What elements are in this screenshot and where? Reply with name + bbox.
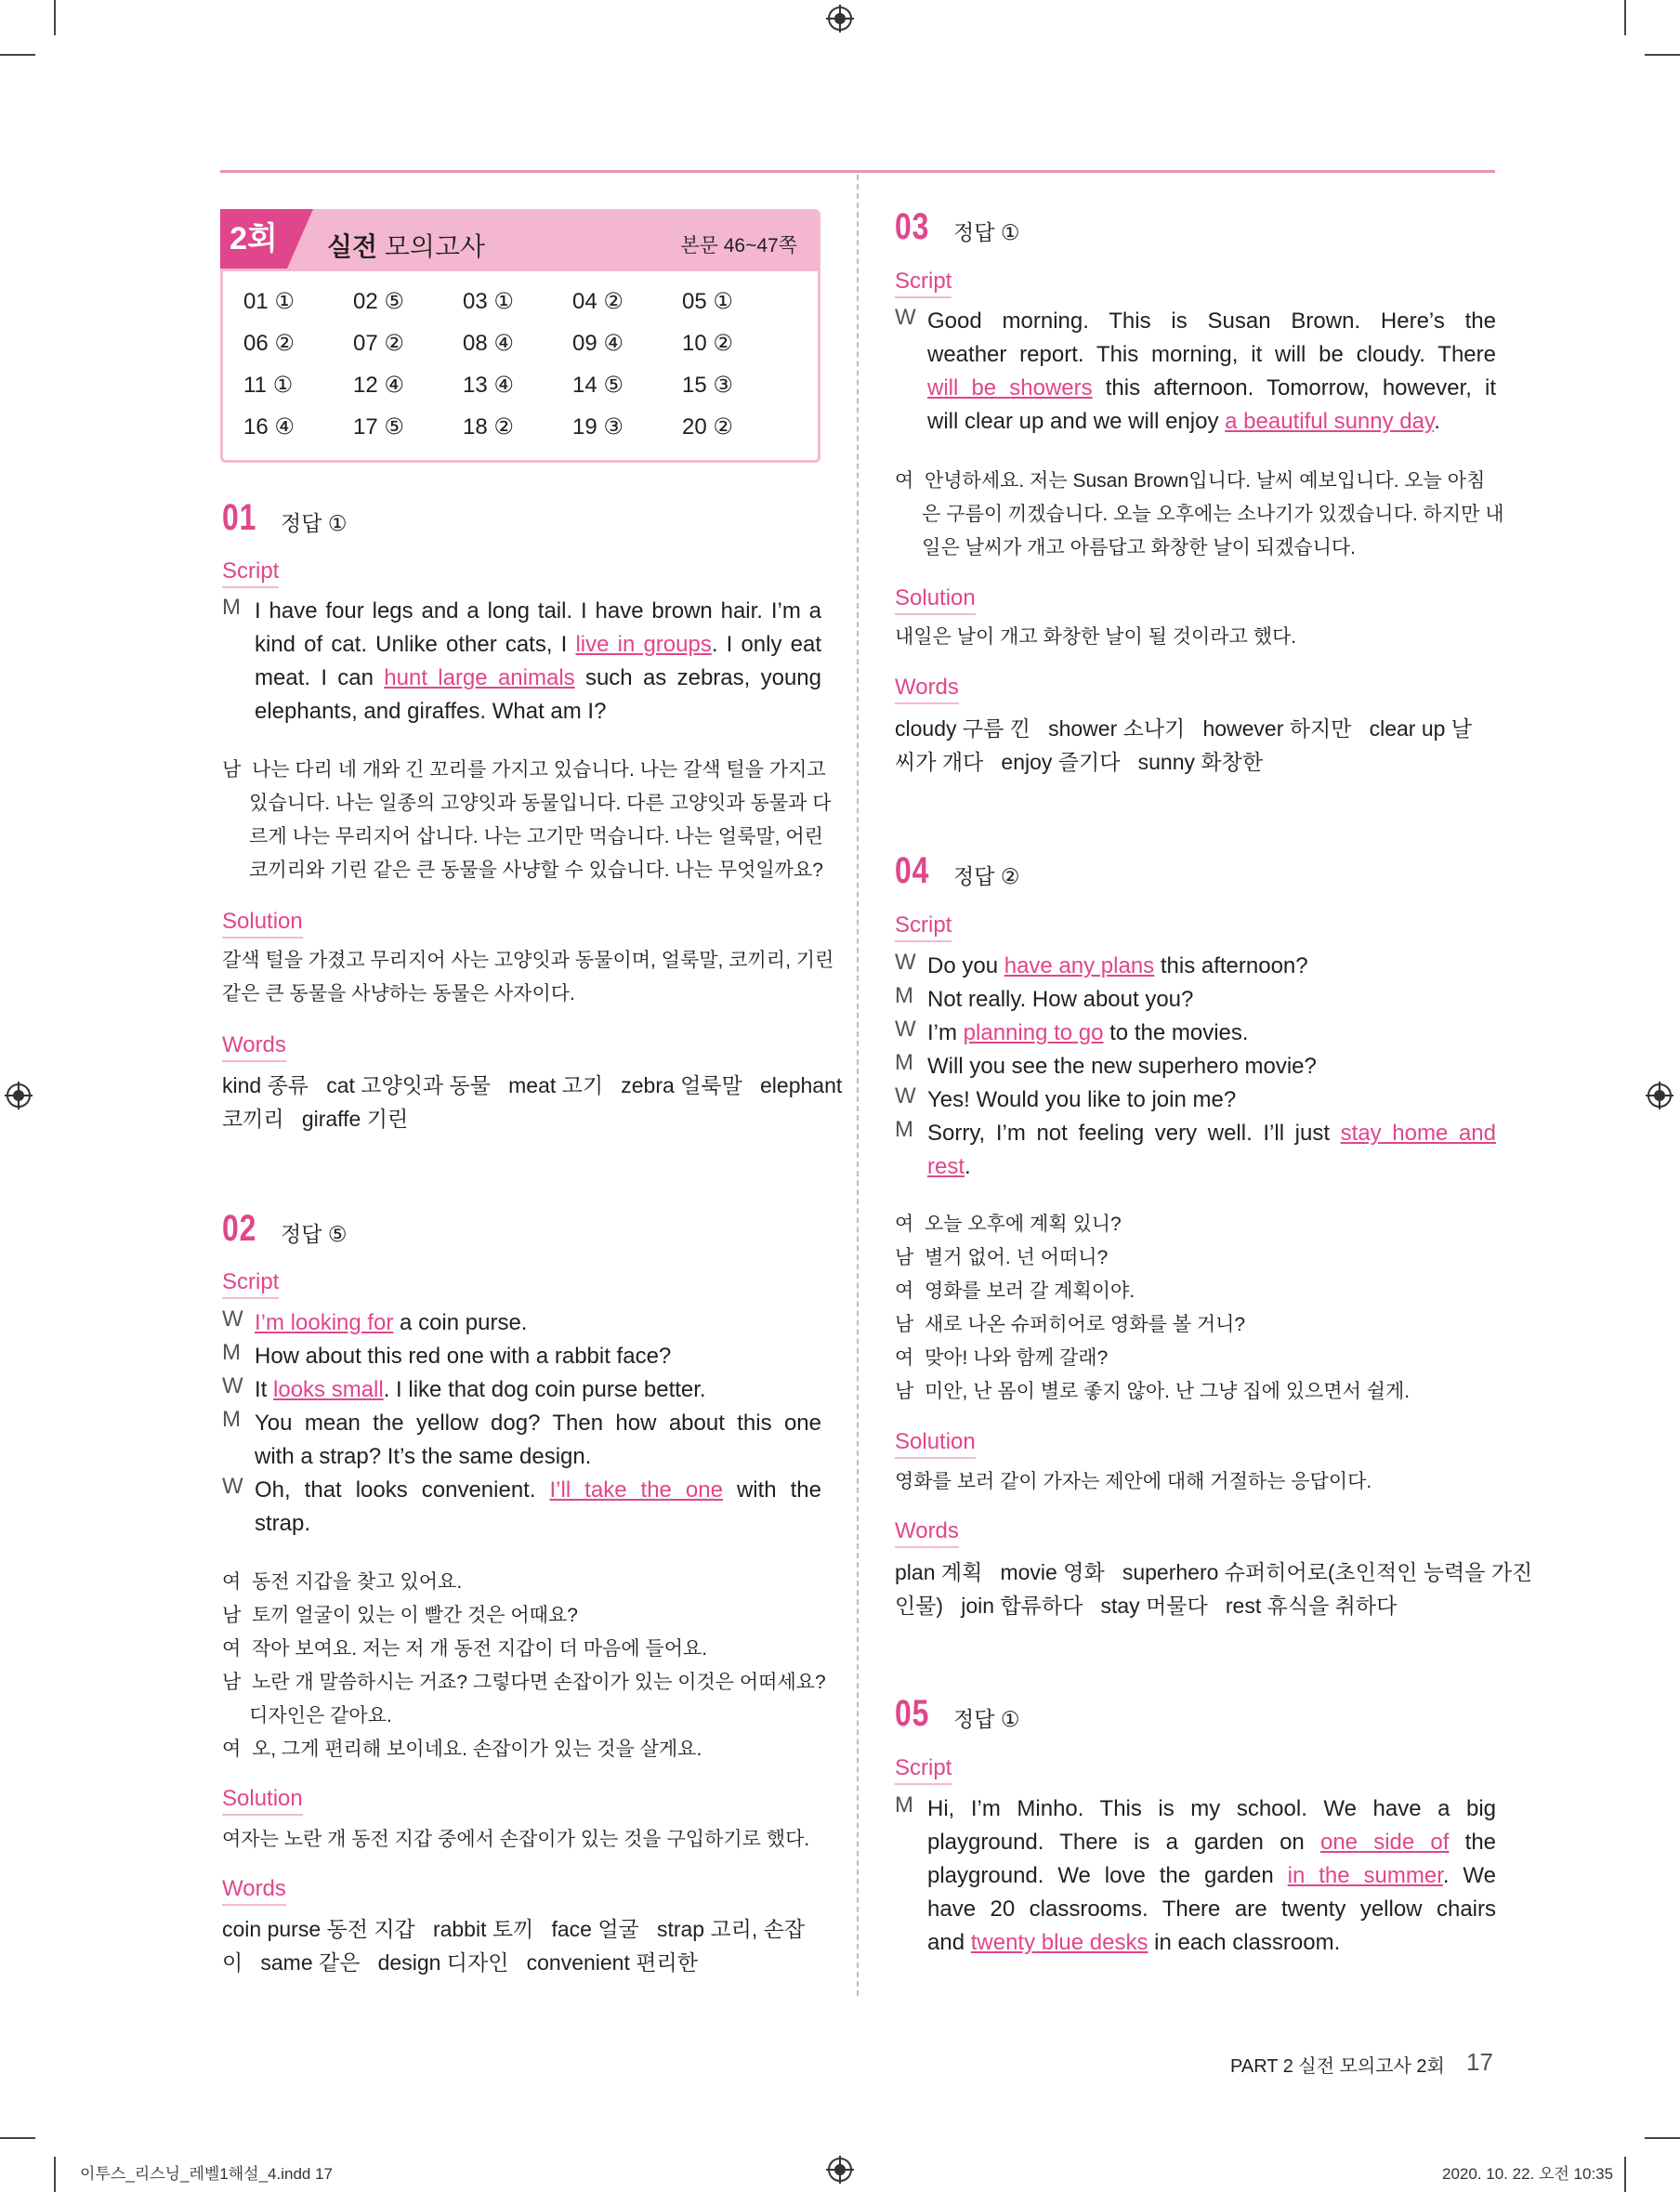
answer-item: 07 ② — [353, 331, 404, 356]
script-line: Will you see the new superhero movie? — [927, 1054, 1317, 1079]
footer-part-label: PART 2 실전 모의고사 2회 — [1230, 2056, 1445, 2077]
solution-line: 같은 큰 동물을 사냥하는 동물은 사자이다. — [222, 983, 575, 1004]
question-number: 02 — [222, 1208, 257, 1249]
answer-key-pages: 본문 46~47쪽 — [680, 235, 797, 256]
answer-item: 01 ① — [243, 289, 295, 314]
answer-item: 06 ② — [243, 331, 295, 356]
words-line: cloudy 구름 낀 shower 소나기 however 하지만 clear up 날 — [895, 716, 1473, 741]
speaker-label: W — [222, 1474, 243, 1499]
korean-line: 일은 날씨가 개고 아름답고 화창한 날이 되겠습니다. — [895, 537, 1357, 558]
answer-item: 12 ④ — [353, 373, 404, 398]
round-badge-tail — [287, 209, 313, 269]
words-line: coin purse 동전 지갑 rabbit 토끼 face 얼굴 strap 고리, 손잡 — [222, 1917, 806, 1941]
answer-item: 20 ② — [682, 414, 733, 440]
words-line: plan 계획 movie 영화 superhero 슈퍼히어로(초인적인 능력을 가진 — [895, 1560, 1533, 1584]
korean-line: 르게 나는 무리지어 삽니다. 나는 고기만 먹습니다. 나는 얼룩말, 어린 — [222, 826, 823, 847]
solution-line: 갈색 털을 가졌고 무리지어 사는 고양잇과 동물이며, 얼룩말, 코끼리, 기린 — [222, 950, 834, 971]
script-label: Script — [895, 912, 952, 942]
registration-mark-top — [826, 5, 854, 33]
korean-line: 여 작아 보여요. 저는 저 개 동전 지갑이 더 마음에 들어요. — [222, 1638, 708, 1660]
script-line: I’m looking for a coin purse. — [255, 1310, 528, 1335]
speaker-label: M — [895, 1117, 913, 1142]
solution-label: Solution — [895, 1429, 976, 1459]
korean-line: 있습니다. 나는 일종의 고양잇과 동물입니다. 다른 고양잇과 동물과 다 — [222, 793, 832, 814]
question-number: 01 — [222, 497, 257, 538]
script-line: kind of cat. Unlike other cats, I live in groups. I only eat — [255, 632, 821, 657]
script-line: will clear up and we will enjoy a beautiful sunny day. — [927, 409, 1440, 434]
script-line: weather report. This morning, it will be cloudy. There — [927, 342, 1496, 367]
key-phrase: live in groups — [575, 632, 712, 657]
answer-item: 16 ④ — [243, 414, 295, 440]
words-line: 이 same 같은 design 디자인 convenient 편리한 — [222, 1950, 698, 1975]
answer-key-box — [220, 209, 820, 463]
speaker-label: W — [222, 1373, 243, 1398]
words-label: Words — [895, 675, 959, 704]
key-phrase: I’ll take the one — [549, 1477, 723, 1503]
solution-line: 여자는 노란 개 동전 지갑 중에서 손잡이가 있는 것을 구입하기로 했다. — [222, 1829, 810, 1850]
speaker-label: M — [895, 1792, 913, 1818]
script-line: It looks small. I like that dog coin purse better. — [255, 1377, 706, 1402]
slug-date: 2020. 10. 22. 오전 10:35 — [1442, 2165, 1614, 2183]
question-number: 05 — [895, 1693, 930, 1734]
key-phrase: planning to go — [963, 1020, 1104, 1045]
korean-line: 남 새로 나온 슈퍼히어로 영화를 볼 거니? — [895, 1314, 1246, 1335]
korean-line: 여 동전 지갑을 찾고 있어요. — [222, 1571, 463, 1593]
key-phrase: I’m looking for — [255, 1310, 394, 1335]
script-line: I have four legs and a long tail. I have brown hair. I’m a — [255, 598, 821, 623]
speaker-label: W — [895, 1017, 916, 1042]
page-number: 17 — [1466, 2048, 1493, 2076]
answer-item: 05 ① — [682, 289, 733, 314]
registration-mark-right — [1646, 1082, 1673, 1109]
speaker-label: W — [222, 1306, 243, 1332]
script-label: Script — [895, 1755, 952, 1785]
script-line: Oh, that looks convenient. I’ll take the one with the — [255, 1477, 821, 1503]
answer-item: 03 ① — [463, 289, 514, 314]
korean-line: 여 영화를 보러 갈 계획이야. — [895, 1280, 1135, 1302]
words-label: Words — [895, 1518, 959, 1548]
korean-line: 여 안녕하세요. 저는 Susan Brown입니다. 날씨 예보입니다. 오늘 아침 — [895, 470, 1486, 492]
key-phrase: will be showers — [927, 375, 1093, 400]
key-phrase: in the summer — [1287, 1863, 1443, 1888]
korean-line: 코끼리와 기린 같은 큰 동물을 사냥할 수 있습니다. 나는 무엇일까요? — [222, 860, 823, 881]
answer-item: 04 ② — [572, 289, 623, 314]
speaker-label: M — [222, 1407, 241, 1432]
slug-filename: 이투스_리스닝_레벨1해설_4.indd 17 — [80, 2165, 333, 2183]
korean-line: 여 오늘 오후에 계획 있니? — [895, 1214, 1122, 1235]
korean-line: 여 오, 그게 편리해 보이네요. 손잡이가 있는 것을 살게요. — [222, 1739, 702, 1760]
speaker-label: M — [222, 1340, 241, 1365]
speaker-label: W — [895, 1083, 916, 1109]
solution-label: Solution — [222, 909, 303, 938]
script-line: strap. — [255, 1511, 311, 1536]
answer-item: 19 ③ — [572, 414, 623, 440]
speaker-label: M — [222, 595, 241, 620]
words-line: 씨가 개다 enjoy 즐기다 sunny 화창한 — [895, 750, 1264, 774]
script-line: Do you have any plans this afternoon? — [927, 953, 1308, 978]
script-line: Hi, I’m Minho. This is my school. We have a big — [927, 1796, 1496, 1821]
answer-item: 11 ① — [243, 373, 294, 398]
script-line: I’m planning to go to the movies. — [927, 1020, 1249, 1045]
speaker-label: W — [895, 305, 916, 330]
answer-key-header — [223, 212, 818, 271]
script-line: playground. We love the garden in the summer. We — [927, 1863, 1496, 1888]
korean-line: 남 미안, 난 몸이 별로 좋지 않아. 난 그냥 집에 있으면서 쉴게. — [895, 1381, 1411, 1402]
round-badge: 2회 — [220, 209, 287, 269]
script-label: Script — [222, 558, 279, 588]
key-phrase: looks small — [273, 1377, 384, 1402]
words-line: 인물) join 합류하다 stay 머물다 rest 휴식을 취하다 — [895, 1594, 1398, 1618]
script-line: meat. I can hunt large animals such as zebras, young — [255, 665, 821, 690]
answer-item: 02 ⑤ — [353, 289, 404, 314]
question-answer: 정답 ① — [281, 511, 348, 535]
key-phrase: hunt large animals — [384, 665, 575, 690]
answer-item: 15 ③ — [682, 373, 733, 398]
korean-line: 은 구름이 끼겠습니다. 오늘 오후에는 소나기가 있겠습니다. 하지만 내 — [895, 504, 1504, 525]
top-rule — [220, 170, 1495, 173]
answer-item: 18 ② — [463, 414, 514, 440]
speaker-label: M — [895, 1050, 913, 1075]
script-line: How about this red one with a rabbit face? — [255, 1344, 672, 1369]
script-line: will be showers this afternoon. Tomorrow, however, it — [927, 375, 1496, 400]
speaker-label: W — [895, 950, 916, 975]
solution-label: Solution — [895, 585, 976, 615]
script-line: Sorry, I’m not feeling very well. I’ll just stay home and — [927, 1121, 1496, 1146]
korean-line: 디자인은 같아요. — [222, 1705, 392, 1726]
script-line: and twenty blue desks in each classroom. — [927, 1930, 1341, 1955]
registration-mark-left — [5, 1082, 33, 1109]
key-phrase: one side of — [1319, 1830, 1450, 1855]
speaker-label: M — [895, 983, 913, 1008]
answer-item: 09 ④ — [572, 331, 623, 356]
question-answer: 정답 ① — [953, 220, 1020, 244]
question-answer: 정답 ② — [953, 864, 1020, 888]
script-label: Script — [895, 269, 952, 298]
words-line: 코끼리 giraffe 기린 — [222, 1107, 409, 1131]
key-phrase: twenty blue desks — [970, 1930, 1148, 1955]
answer-key-title: 실전 모의고사 — [327, 232, 486, 261]
key-phrase: a beautiful sunny day — [1225, 409, 1435, 434]
korean-line: 남 나는 다리 네 개와 긴 꼬리를 가지고 있습니다. 나는 갈색 털을 가지고 — [222, 759, 826, 781]
script-line: have 20 classrooms. There are twenty yellow chairs — [927, 1897, 1496, 1922]
korean-line: 남 토끼 얼굴이 있는 이 빨간 것은 어때요? — [222, 1605, 578, 1626]
words-label: Words — [222, 1032, 286, 1062]
solution-label: Solution — [222, 1786, 303, 1816]
column-divider — [857, 175, 859, 1996]
korean-line: 남 별거 없어. 넌 어떠니? — [895, 1247, 1109, 1268]
script-line: with a strap? It’s the same design. — [255, 1444, 592, 1469]
registration-mark-bottom — [826, 2156, 854, 2184]
answer-item: 14 ⑤ — [572, 373, 623, 398]
question-answer: 정답 ⑤ — [281, 1222, 348, 1246]
answer-item: 08 ④ — [463, 331, 514, 356]
question-number: 04 — [895, 850, 930, 891]
script-line: Not really. How about you? — [927, 987, 1194, 1012]
question-answer: 정답 ① — [953, 1707, 1020, 1731]
answer-item: 13 ④ — [463, 373, 514, 398]
solution-line: 영화를 보러 같이 가자는 제안에 대해 거절하는 응답이다. — [895, 1471, 1372, 1492]
korean-line: 남 노란 개 말씀하시는 거죠? 그렇다면 손잡이가 있는 이것은 어떠세요? — [222, 1672, 826, 1693]
solution-line: 내일은 날이 개고 화창한 날이 될 것이라고 했다. — [895, 626, 1297, 648]
key-phrase: rest — [927, 1154, 965, 1179]
script-line: rest. — [927, 1154, 971, 1179]
script-line: playground. There is a garden on one side of the — [927, 1830, 1497, 1855]
script-line: Good morning. This is Susan Brown. Here’s the — [927, 308, 1496, 334]
key-phrase: have any plans — [1004, 953, 1155, 978]
script-line: Yes! Would you like to join me? — [927, 1087, 1237, 1112]
answer-item: 10 ② — [682, 331, 733, 356]
answer-item: 17 ⑤ — [353, 414, 404, 440]
question-number: 03 — [895, 206, 930, 247]
words-label: Words — [222, 1876, 286, 1906]
script-line: elephants, and giraffes. What am I? — [255, 699, 607, 724]
script-label: Script — [222, 1269, 279, 1299]
key-phrase: stay home and — [1340, 1121, 1496, 1146]
words-line: kind 종류 cat 고양잇과 동물 meat 고기 zebra 얼룩말 elephant — [222, 1073, 843, 1097]
script-line: You mean the yellow dog? Then how about this one — [255, 1411, 821, 1436]
korean-line: 여 맞아! 나와 함께 갈래? — [895, 1347, 1109, 1369]
